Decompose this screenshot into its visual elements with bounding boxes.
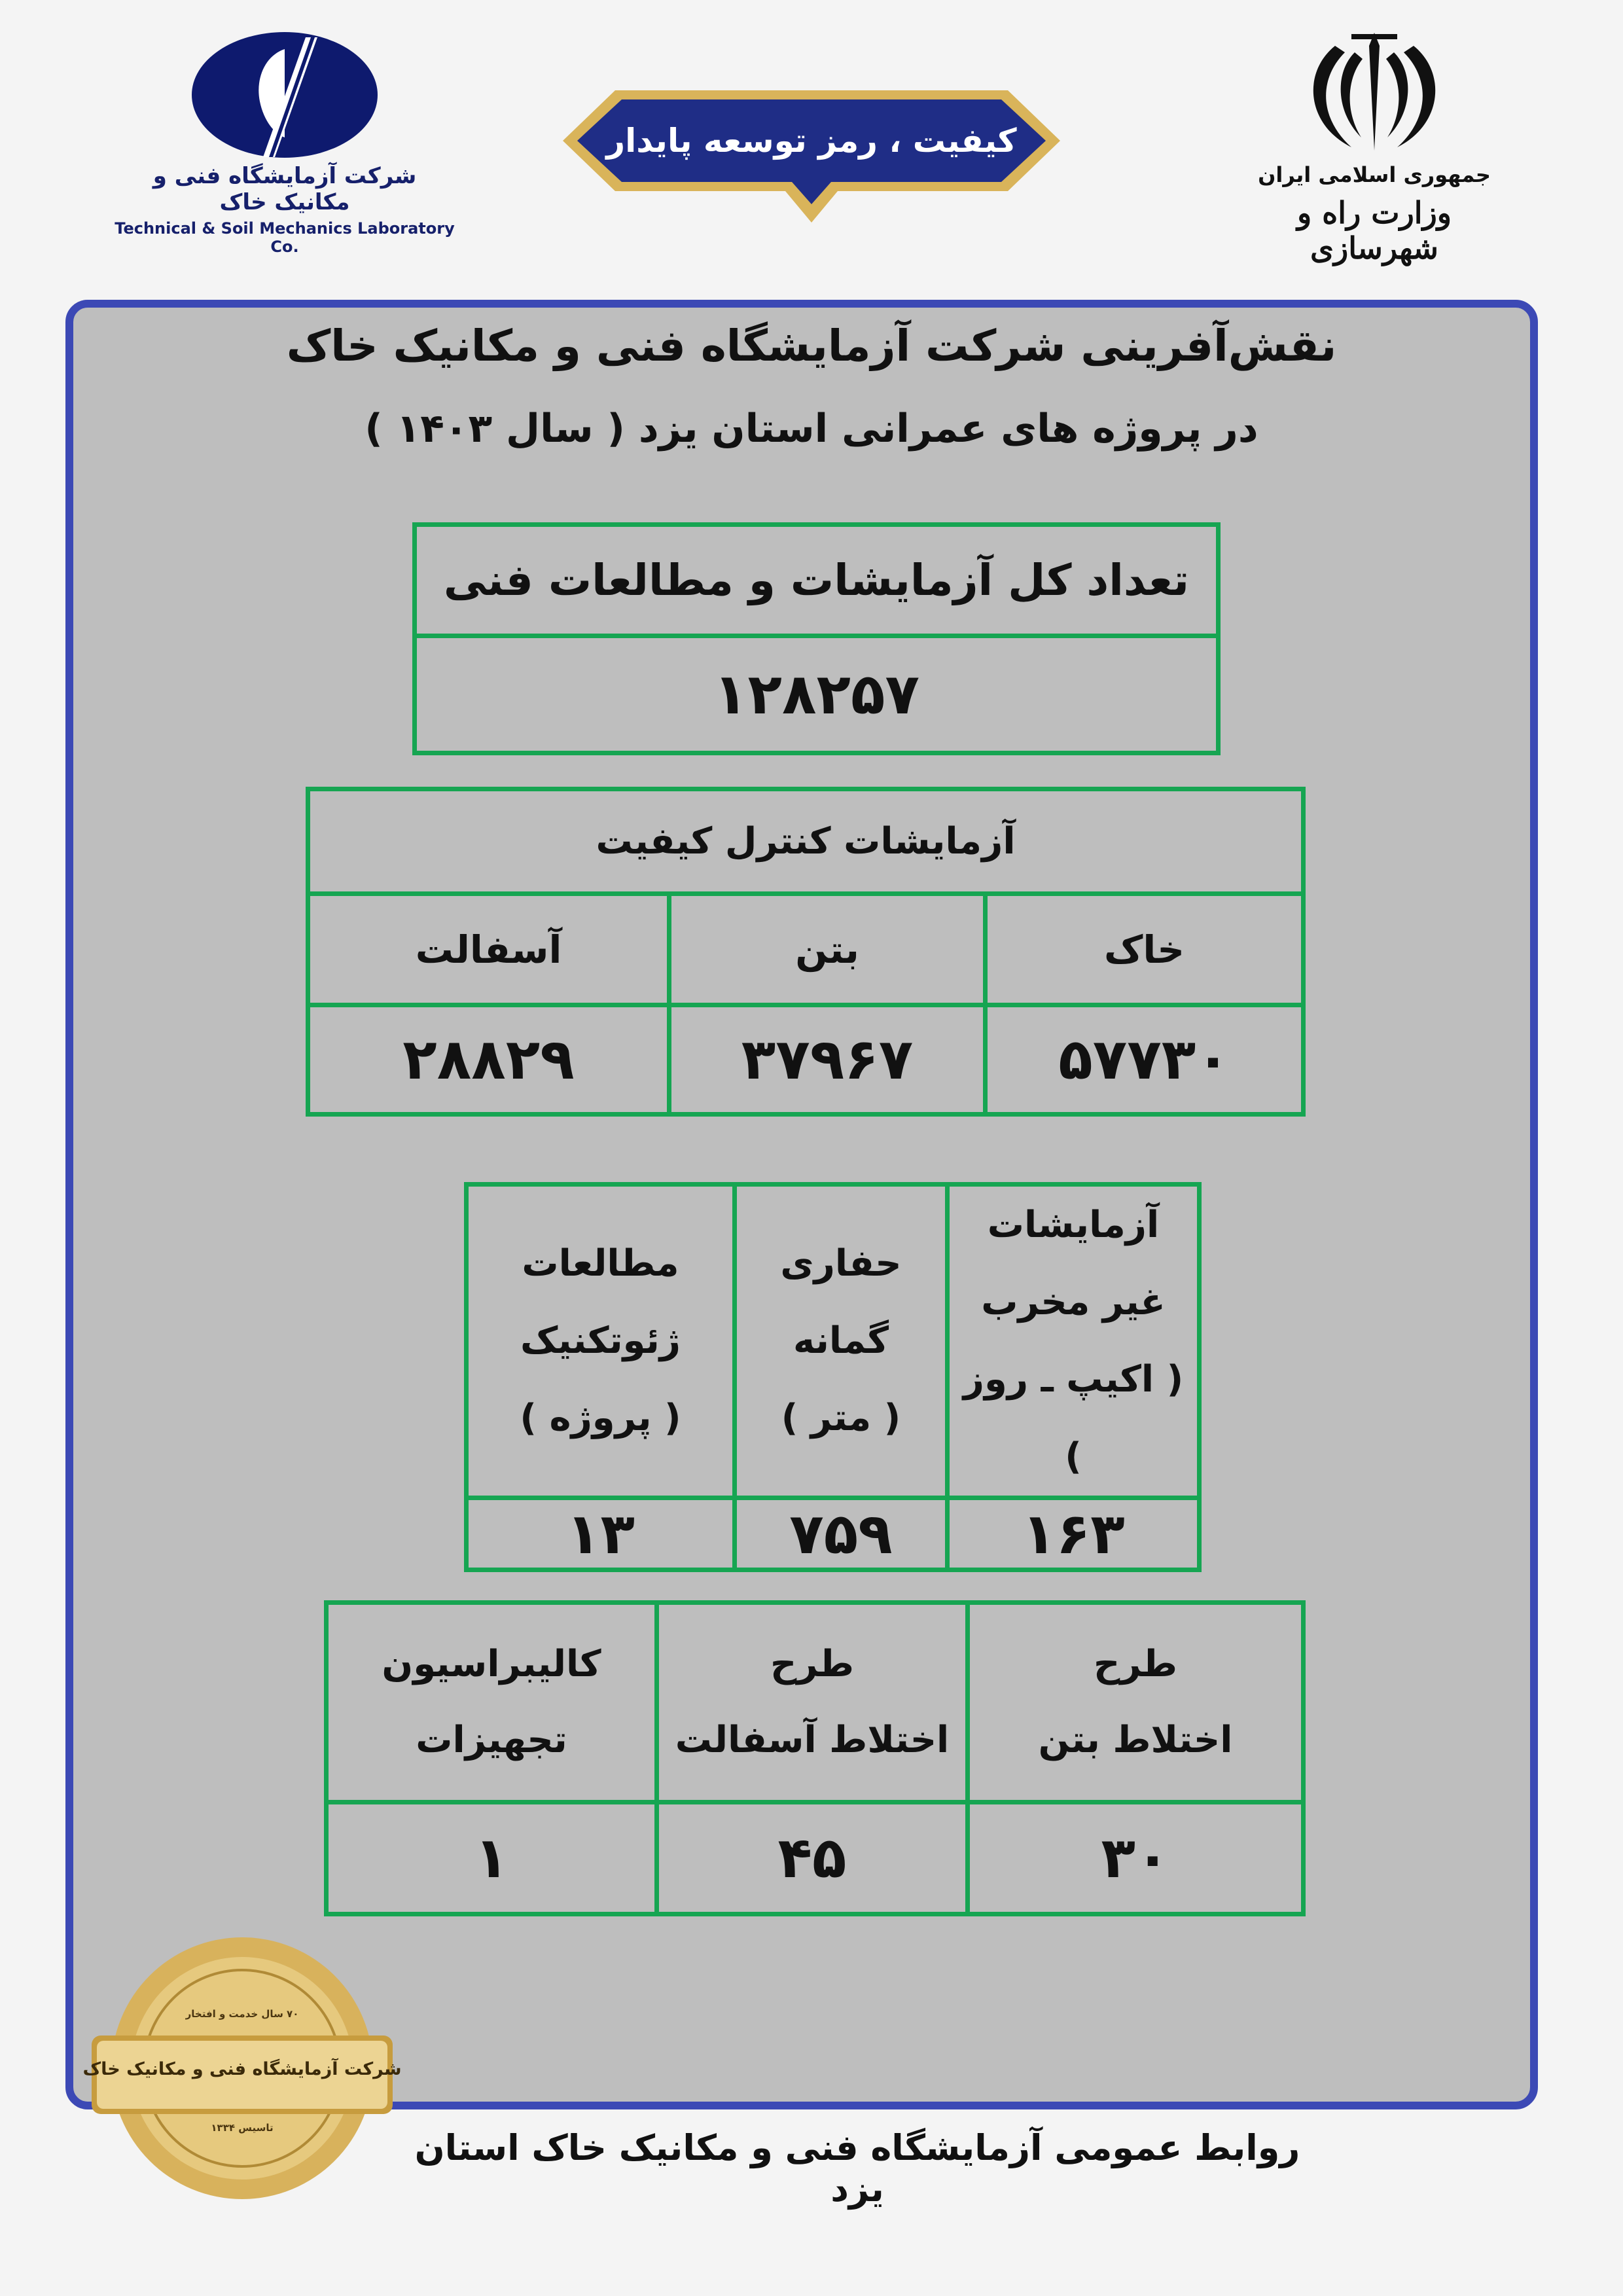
page-subtitle: در پروژه های عمرانی استان یزد ( سال ۱۴۰۳ ) — [365, 406, 1258, 452]
value-drilling: ۷۵۹ — [735, 1498, 948, 1570]
column-header-soil: خاک — [986, 894, 1304, 1005]
value-concrete-mix: ۳۰ — [968, 1803, 1304, 1914]
value-concrete: ۳۷۹۶۷ — [669, 1005, 986, 1115]
iran-emblem-icon — [1289, 26, 1459, 157]
value-soil: ۵۷۷۳۰ — [986, 1005, 1304, 1115]
company-name-fa: شرکت آزمایشگاه فنی و مکانیک خاک — [152, 163, 417, 215]
column-header-drilling: حفاری گمانه ( متر ) — [735, 1185, 948, 1498]
slogan-text: کیفیت ، رمز توسعه پایدار — [606, 122, 1017, 160]
value-asphalt-mix: ۴۵ — [657, 1803, 968, 1914]
column-header-concrete-mix: طرح اختلاط بتن — [968, 1603, 1304, 1803]
designs-table — [324, 1600, 1306, 1916]
total-table — [412, 522, 1221, 755]
quality-control-heading: آزمایشات کنترل کیفیت — [308, 789, 1304, 894]
ministry-name: وزارت راه و شهرسازی — [1296, 195, 1452, 266]
government-logo — [1243, 26, 1505, 266]
total-value: ۱۲۸۲۵۷ — [415, 636, 1219, 753]
column-header-ndt: آزمایشات غیر مخرب ( اکیپ ـ روز ) — [948, 1185, 1200, 1498]
column-header-geotechnical: مطالعات ژئوتکنیک ( پروژه ) — [467, 1185, 735, 1498]
seal-top-text: ۷۰ سال خدمت و افتخار — [185, 2008, 299, 2020]
quality-control-table — [306, 787, 1306, 1117]
column-header-asphalt: آسفالت — [308, 894, 669, 1005]
government-name: جمهوری اسلامی ایران — [1258, 162, 1491, 187]
total-label: تعداد کل آزمایشات و مطالعات فنی — [415, 525, 1219, 636]
slogan-badge — [556, 85, 1067, 229]
seal-bottom-text: تاسیس ۱۳۳۴ — [211, 2122, 274, 2134]
value-geotechnical: ۱۳ — [467, 1498, 735, 1570]
column-header-asphalt-mix: طرح اختلاط آسفالت — [657, 1603, 968, 1803]
anniversary-seal — [79, 1931, 406, 2206]
column-header-concrete: بتن — [669, 894, 986, 1005]
footer-text: روابط عمومی آزمایشگاه فنی و مکانیک خاک استان یزد — [414, 2127, 1300, 2210]
company-emblem-icon — [187, 29, 383, 160]
value-asphalt: ۲۸۸۲۹ — [308, 1005, 669, 1115]
value-calibration: ۱ — [327, 1803, 657, 1914]
company-logo — [115, 29, 455, 256]
company-name-en: Technical & Soil Mechanics Laboratory Co. — [115, 219, 455, 256]
page-title: نقش‌آفرینی شرکت آزمایشگاه فنی و مکانیک خاک — [286, 321, 1337, 371]
value-ndt: ۱۶۳ — [948, 1498, 1200, 1570]
column-header-calibration: کالیبراسیون تجهیزات — [327, 1603, 657, 1803]
seal-main-text: شرکت آزمایشگاه فنی و مکانیک خاک — [82, 2059, 402, 2079]
other-tests-table — [464, 1182, 1202, 1572]
